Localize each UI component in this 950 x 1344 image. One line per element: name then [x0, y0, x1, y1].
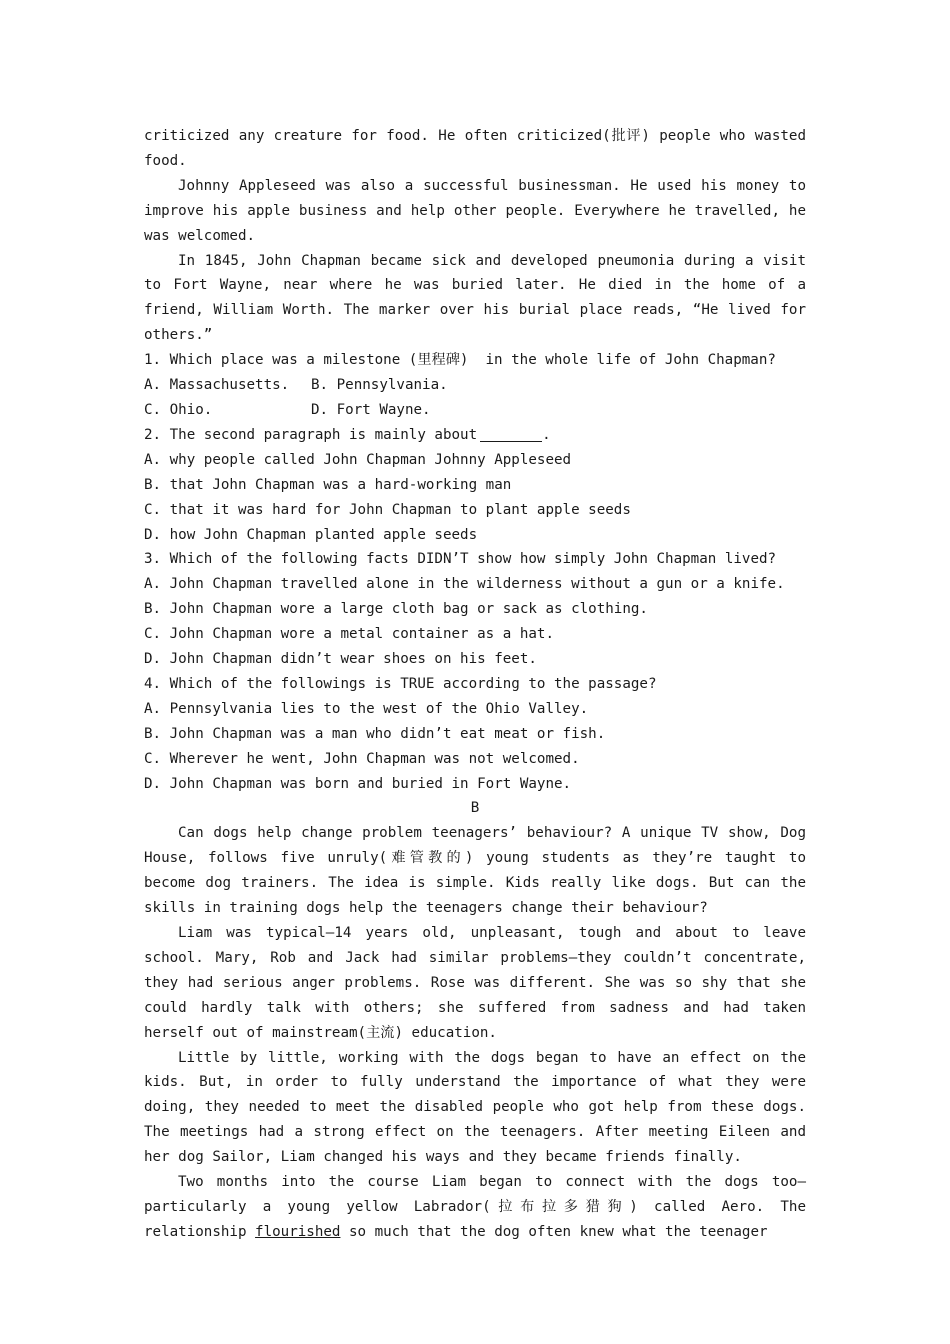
question-1-option-d: D. Fort Wayne. — [311, 401, 431, 418]
question-1-option-b: B. Pennsylvania. — [311, 377, 448, 394]
question-2-option-d: D. how John Chapman planted apple seeds — [144, 526, 478, 543]
question-4-option-c: C. Wherever he went, John Chapman was not welcomed. — [144, 750, 580, 767]
question-3-option-d: D. John Chapman didn’t wear shoes on his feet. — [144, 651, 537, 668]
question-4-option-d: D. John Chapman was born and buried in Fort Wayne. — [144, 775, 572, 792]
question-2-stem-end: . — [542, 426, 551, 443]
passage-a-paragraph: In 1845, John Chapman became sick and developed pneumonia during a visit to Fort Wayne, near where he was buried later. He died in the home of a friend, William Worth. The marker over his burial place reads, “He lived for others.” — [144, 252, 806, 344]
passage-b-text: so much that the dog often knew what the teenager — [349, 1223, 768, 1240]
question-3-option-c: C. John Chapman wore a metal container as a hat. — [144, 626, 554, 643]
question-2-stem-text: 2. The second paragraph is mainly about — [144, 426, 478, 443]
question-1-stem: 1. Which place was a milestone (里程碑) in the whole life of John Chapman? — [144, 352, 776, 369]
question-2-option-b: B. that John Chapman was a hard-working man — [144, 476, 512, 493]
question-1-option-a: A. Massachusetts. — [144, 377, 290, 394]
passage-b-paragraph: Little by little, working with the dogs began to have an effect on the kids. But, in order to fully understand the importance of what they were doing, they needed to meet the disabled people who got help from these dogs. The meetings had a strong effect on the teenagers. After meeting Eileen and her dog Sailor, Liam changed his ways and they became friends finally. — [144, 1049, 806, 1166]
question-1-option-c: C. Ohio. — [144, 401, 213, 418]
passage-a-paragraph: Johnny Appleseed was also a successful businessman. He used his money to improve his apple business and help other people. Everywhere he travelled, he was welcomed. — [144, 177, 806, 244]
document-page — [144, 124, 806, 1245]
question-3-stem: 3. Which of the following facts DIDN’T show how simply John Chapman lived? — [144, 551, 777, 568]
passage-b-text: Two months into the course Liam began to connect with the dogs too—particularly a young yellow Labrador(拉布拉多猎狗) called Aero. The relationship — [144, 1174, 806, 1240]
question-2-option-a: A. why people called John Chapman Johnny Appleseed — [144, 451, 572, 468]
answer-blank — [480, 425, 542, 442]
passage-b-paragraph: Can dogs help change problem teenagers’ behaviour? A unique TV show, Dog House, follows five unruly(难管教的) young students as they’re taught to become dog trainers. The idea is simple. Kids really like dogs. But can the skills in training dogs help the teenagers change their behaviour? — [144, 825, 806, 917]
question-4-stem: 4. Which of the followings is TRUE according to the passage? — [144, 675, 657, 692]
question-3-option-b: B. John Chapman wore a large cloth bag or sack as clothing. — [144, 601, 648, 618]
section-b-heading: B — [470, 800, 480, 817]
passage-b-paragraph — [144, 1170, 806, 1245]
passage-a-paragraph: criticized any creature for food. He often criticized(批评) people who wasted food. — [144, 128, 806, 169]
question-2-option-c: C. that it was hard for John Chapman to plant apple seeds — [144, 501, 631, 518]
question-2-stem — [144, 423, 806, 448]
question-1-options-row-1 — [144, 373, 806, 398]
question-1-options-row-2 — [144, 398, 806, 423]
question-3-option-a: A. John Chapman travelled alone in the wilderness without a gun or a knife. — [144, 576, 785, 593]
question-4-option-a: A. Pennsylvania lies to the west of the Ohio Valley. — [144, 700, 589, 717]
question-4-option-b: B. John Chapman was a man who didn’t eat meat or fish. — [144, 725, 606, 742]
underlined-word: flourished — [255, 1223, 341, 1240]
passage-b-paragraph: Liam was typical—14 years old, unpleasant, tough and about to leave school. Mary, Rob and Jack had similar problems—they couldn’t concentrate, they had serious anger problems. Rose was different. She was so shy that she could hardly talk with others; she suffered from sadness and had taken herself out of mainstream(主流) education. — [144, 925, 806, 1041]
